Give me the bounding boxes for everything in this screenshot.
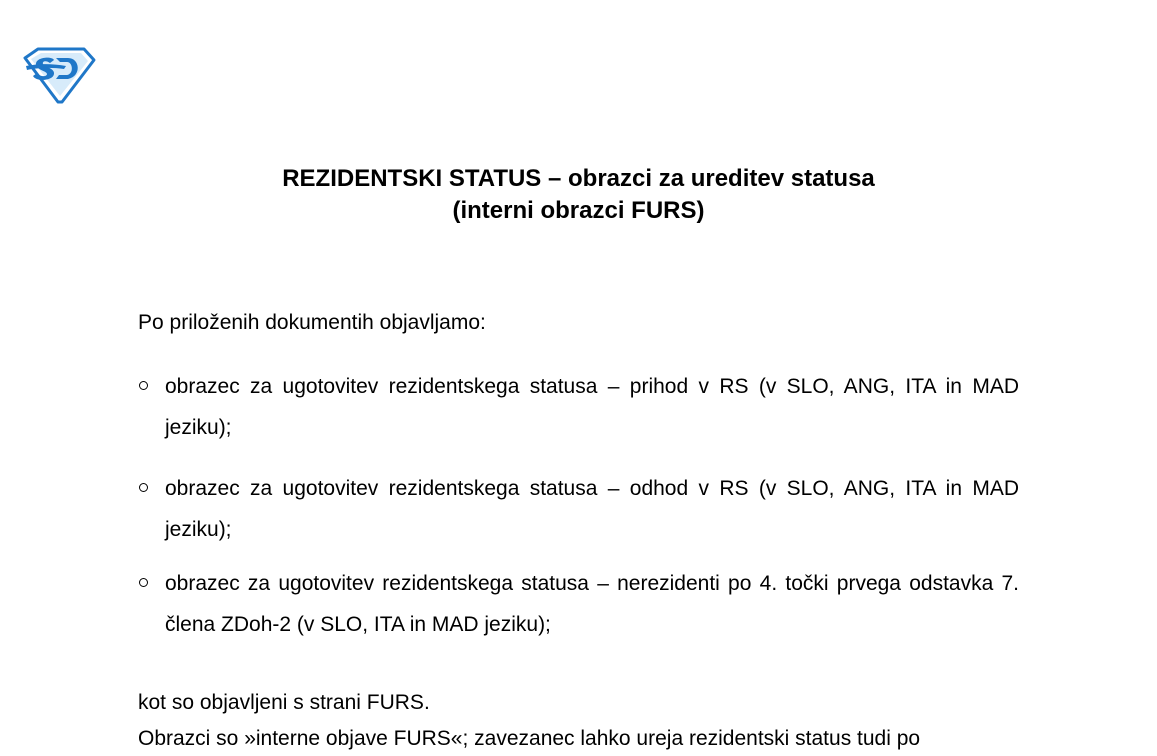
sd-shield-logo-icon xyxy=(22,46,96,104)
list-item xyxy=(138,468,1019,550)
partial-paragraph: Obrazci so »interne objave FURS«; zavezanec lahko ureja rezidentski status tudi po xyxy=(138,727,921,750)
list-item xyxy=(138,366,1019,448)
list-item xyxy=(138,563,1019,645)
form-list xyxy=(138,366,1019,645)
list-item-text: obrazec za ugotovitev rezidentskega statusa – odhod v RS (v SLO, ANG, ITA in MAD jeziku); xyxy=(165,477,1019,541)
title-line-1: REZIDENTSKI STATUS – obrazci za ureditev statusa xyxy=(282,165,875,192)
list-item-text: obrazec za ugotovitev rezidentskega statusa – nerezidenti po 4. točki prvega odstavka 7. člena ZDoh-2 (v SLO, ITA in MAD jeziku); xyxy=(165,572,1019,636)
bullet-icon xyxy=(139,381,148,390)
bullet-icon xyxy=(139,483,148,492)
list-item-text: obrazec za ugotovitev rezidentskega statusa – prihod v RS (v SLO, ANG, ITA in MAD jeziku); xyxy=(165,375,1019,439)
title-line-2: (interni obrazci FURS) xyxy=(452,197,705,224)
intro-paragraph: Po priloženih dokumentih objavljamo: xyxy=(138,311,486,334)
bullet-icon xyxy=(139,578,148,587)
document-title xyxy=(0,163,1157,227)
outro-paragraph: kot so objavljeni s strani FURS. xyxy=(138,691,430,714)
